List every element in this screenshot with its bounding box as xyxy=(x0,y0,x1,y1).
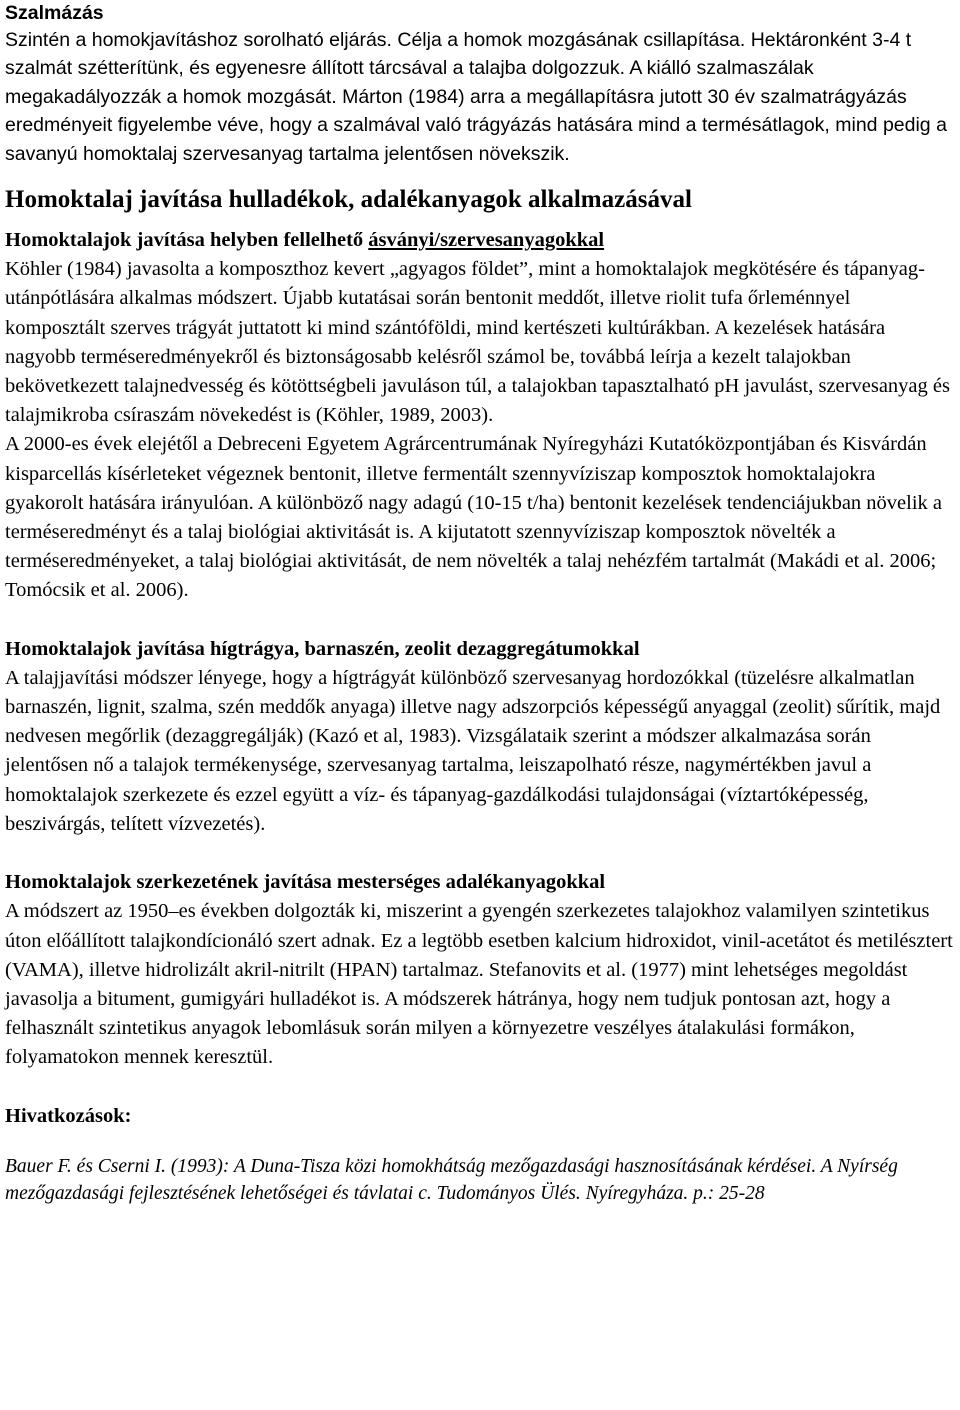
subsection-title-part2: ásványi/szervesanyagokkal xyxy=(368,229,605,252)
section-body: Szintén a homokjavításhoz sorolható eljárás. Célja a homok mozgásának csillapítása. Hektáronként 3-4 t szalmát szétterítünk, és egyenesre állított tárcsával a talajba dolgozzuk. A kiálló szalmaszálak megakadályozzák a homok mozgását. Márton (1984) arra a megállapításra jutott 30 év szalmatrágyázás eredményeit figyelembe véve, hogy a szalmával való trágyázás hatására mind a termésátlagok, mind pedig a savanyú homoktalaj szervesanyag tartalma jelentősen növekszik. xyxy=(5,29,947,165)
section-title: Szalmázás xyxy=(5,2,104,24)
subsection-title xyxy=(5,226,955,255)
subsection-local-materials xyxy=(5,226,955,606)
subsection-liquid-manure xyxy=(5,635,955,839)
subsection-title-part1: Homoktalajok javítása helyben fellelhető xyxy=(5,229,369,252)
references-title: Hivatkozások: xyxy=(5,1104,132,1127)
paragraph: A 2000-es évek elejétől a Debreceni Egyetem Agrárcentrumának Nyíregyházi Kutatóközpontjában és Kisvárdán kisparcellás kísérleteket végeznek bentonit, illetve fermentált szennyvíziszap komposztok homoktalajokra gyakorolt hatására irányulóan. A különböző nagy adagú (10-15 t/ha) bentonit kezelések tendenciájukban növelik a terméseredményt és a talaj biológiai aktivitását is. A kijutatott szennyvíziszap komposztok növelték a terméseredményeket, a talaj biológiai aktivitását, de nem növelték a talaj nehézfém tartalmát (Makádi et al. 2006; Tomócsik et al. 2006). xyxy=(5,433,943,602)
main-heading: Homoktalaj javítása hulladékok, adalékanyagok alkalmazásával xyxy=(5,186,692,214)
subsection-artificial-additives xyxy=(5,868,955,1072)
section-szalmazas xyxy=(5,0,955,168)
paragraph: A talajjavítási módszer lényege, hogy a hígtrágyát különböző szervesanyag hordozókkal (tüzelésre alkalmatlan barnaszén, lignit, szalma, szén meddők anyaga) illetve nagy adszorpciós képességű anyaggal (zeolit) sűrítik, majd nedvesen megőrlik (dezaggregálják) (Kazó et al, 1983). Vizsgálataik szerint a módszer alkalmazása során jelentősen nő a talajok termékenysége, szervesanyag tartalma, leiszapolható része, nagymértékben javul a homoktalajok szerkezete és ezzel együtt a víz- és tápanyag-gazdálkodási tulajdonságai (víztartóképesség, beszivárgás, telített vízvezetés). xyxy=(5,666,941,835)
paragraph: Köhler (1984) javasolta a komposzthoz kevert „agyagos földet”, mint a homoktalajok megkötésére és tápanyag-utánpótlására alkalmas módszert. Újabb kutatásai során bentonit meddőt, illetve riolit tufa őrleménnyel komposztált szerves trágyát juttatott ki mind szántóföldi, mind kertészeti kultúrákban. A kezelések hatására nagyobb terméseredményekről és biztonságosabb kelésről számol be, továbbá leírja a kezelt talajokban bekövetkezett talajnedvesség és kötöttségbeli javuláson túl, a talajokban tapasztalható pH javulást, szervesanyag és talajmikroba csíraszám növekedést is (Köhler, 1989, 2003). xyxy=(5,258,950,427)
paragraph: A módszert az 1950–es években dolgozták ki, miszerint a gyengén szerkezetes talajokhoz valamilyen szintetikus úton előállított talajkondícionáló szert adnak. Ez a legtöbb esetben kalcium hidroxidot, vinil-acetátot és metilésztert (VAMA), illetve hidrolizált akril-nitrilt (HPAN) tartalmaz. Stefanovits et al. (1977) mint lehetséges megoldást javasolja a bitument, gumigyári hulladékot is. A módszerek hátránya, hogy nem tudjuk pontosan azt, hogy a felhasznált szintetikus anyagok lebomlásuk során milyen a környezetre veszélyes átalakulási formákon, folyamatokon mennek keresztül. xyxy=(5,900,953,1069)
subsection-title: Homoktalajok javítása hígtrágya, barnaszén, zeolit dezaggregátumokkal xyxy=(5,637,640,660)
references-section xyxy=(5,1102,955,1207)
reference-item: Bauer F. és Cserni I. (1993): A Duna-Tisza közi homokhátság mezőgazdasági hasznosításának kérdései. A Nyírség mezőgazdasági fejlesztésének lehetőségei és távlatai c. Tudományos Ülés. Nyíregyháza. p.: 25-28 xyxy=(5,1155,898,1204)
subsection-title: Homoktalajok szerkezetének javítása mesterséges adalékanyagokkal xyxy=(5,871,606,894)
